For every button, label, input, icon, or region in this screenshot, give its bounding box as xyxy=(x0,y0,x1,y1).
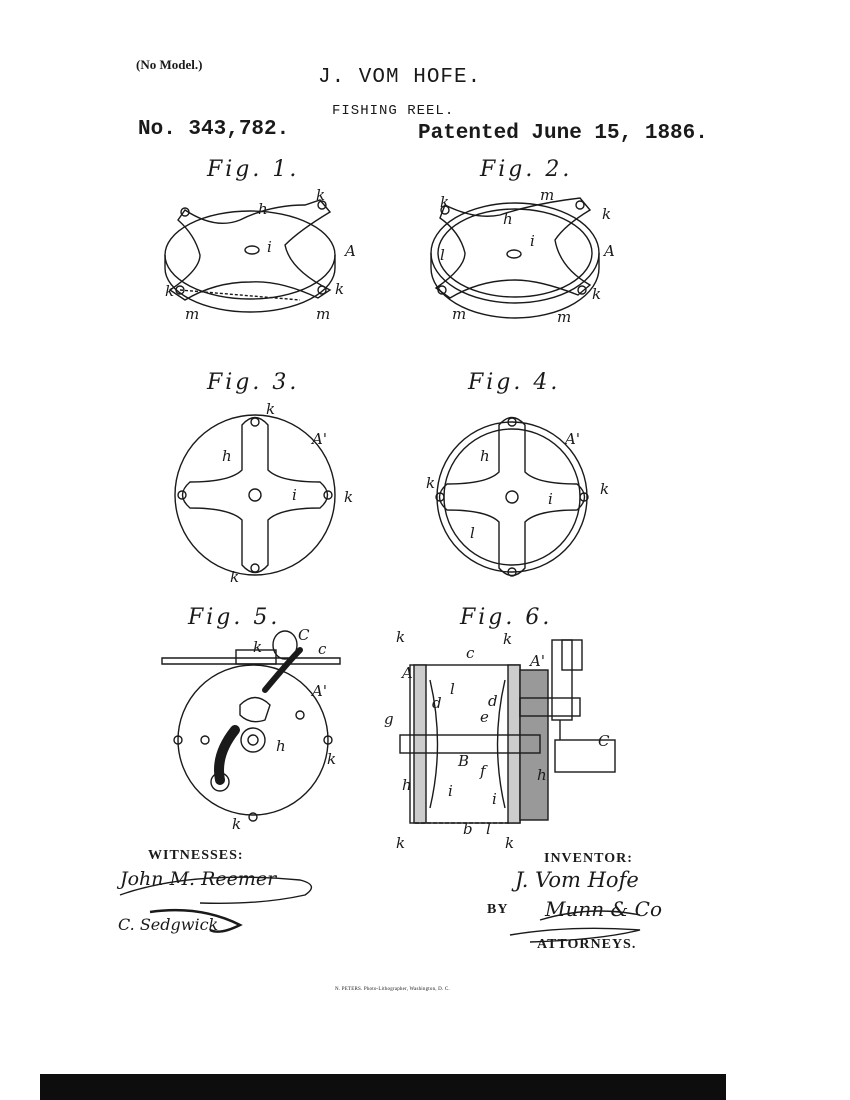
inventor-label: INVENTOR: xyxy=(544,851,633,866)
fig4-part-label: h xyxy=(480,447,490,465)
scan-edge-band xyxy=(40,1074,726,1100)
fig4-part-label: i xyxy=(548,490,553,508)
fig-3-label: Fig. 3. xyxy=(207,370,300,395)
fig2-part-label: m xyxy=(557,308,572,326)
fig1-part-label: A xyxy=(345,242,356,260)
fig-6-label: Fig. 6. xyxy=(460,605,553,630)
patent-title: FISHING REEL. xyxy=(332,103,455,119)
fig3-part-label: A' xyxy=(312,430,327,448)
fig-4-label: Fig. 4. xyxy=(468,370,561,395)
patent-date: Patented June 15, 1886. xyxy=(418,122,708,145)
witness-1-signature: John M. Reemer xyxy=(120,868,277,890)
fig6-part-label: B xyxy=(458,752,470,770)
patent-number: No. 343,782. xyxy=(138,118,290,141)
fig5-part-label: h xyxy=(276,737,286,755)
fig5-part-label: k xyxy=(253,638,263,656)
no-model-note: (No Model.) xyxy=(136,57,203,72)
figure-3-drawing xyxy=(175,415,335,575)
fig6-part-label: C xyxy=(598,732,610,750)
fig6-part-label: f xyxy=(480,762,486,780)
fig5-part-label: C xyxy=(298,626,310,644)
fig2-part-label: l xyxy=(440,246,445,264)
fig6-part-label: l xyxy=(450,680,455,698)
figure-1-drawing xyxy=(165,200,335,312)
fig2-part-label: A xyxy=(604,242,615,260)
fig6-part-label: d xyxy=(488,692,498,710)
fig6-part-label: d xyxy=(432,694,442,712)
fig2-part-label: h xyxy=(503,210,513,228)
fig1-part-label: k xyxy=(335,280,345,298)
fig6-part-label: k xyxy=(503,630,513,648)
printer-credit: N. PETERS. Photo-Lithographer, Washington, D. C. xyxy=(335,987,450,992)
witnesses-label: WITNESSES: xyxy=(148,848,244,863)
witness-2-signature: C. Sedgwick xyxy=(118,915,219,934)
fig1-part-label: k xyxy=(165,282,175,300)
fig3-part-label: k xyxy=(230,568,240,586)
fig3-part-label: k xyxy=(344,488,354,506)
fig6-part-label: h xyxy=(537,766,547,784)
fig6-part-label: i xyxy=(448,782,453,800)
fig2-part-label: i xyxy=(530,232,535,250)
fig-1-label: Fig. 1. xyxy=(207,157,300,182)
fig-5-label: Fig. 5. xyxy=(188,605,281,630)
fig3-part-label: k xyxy=(266,400,276,418)
fig6-part-label: A xyxy=(402,664,413,682)
fig5-part-label: k xyxy=(327,750,337,768)
fig2-part-label: k xyxy=(602,205,612,223)
attorneys-label: ATTORNEYS. xyxy=(537,937,637,952)
fig4-part-label: A' xyxy=(565,430,580,448)
fig3-part-label: h xyxy=(222,447,232,465)
figure-2-drawing xyxy=(431,198,602,318)
fig6-part-label: A' xyxy=(530,652,545,670)
inventor-signature: J. Vom Hofe xyxy=(515,868,639,892)
fig6-part-label: c xyxy=(466,644,475,662)
fig4-part-label: l xyxy=(470,524,475,542)
fig1-part-label: k xyxy=(316,186,326,204)
fig1-part-label: h xyxy=(258,200,268,218)
figure-6-drawing xyxy=(400,640,615,823)
fig6-part-label: e xyxy=(480,708,489,726)
attorney-signature: Munn & Co xyxy=(545,897,662,921)
fig6-part-label: k xyxy=(505,834,515,852)
figure-5-drawing xyxy=(162,631,340,821)
fig6-part-label: k xyxy=(396,834,406,852)
fig4-part-label: k xyxy=(600,480,610,498)
inventor-name: J. VOM HOFE. xyxy=(318,66,482,89)
fig5-part-label: c xyxy=(318,640,327,658)
fig2-part-label: k xyxy=(440,193,450,211)
fig6-part-label: g xyxy=(384,710,394,728)
fig6-part-label: k xyxy=(396,628,406,646)
fig6-part-label: l xyxy=(486,820,491,838)
fig5-part-label: A' xyxy=(312,682,327,700)
fig2-part-label: m xyxy=(452,305,467,323)
fig6-part-label: i xyxy=(492,790,497,808)
fig6-part-label: h xyxy=(402,776,412,794)
fig5-part-label: k xyxy=(232,815,242,833)
by-label: BY xyxy=(487,902,509,917)
fig4-part-label: k xyxy=(426,474,436,492)
fig2-part-label: k xyxy=(592,285,602,303)
fig1-part-label: m xyxy=(185,305,200,323)
fig-2-label: Fig. 2. xyxy=(480,157,573,182)
fig1-part-label: m xyxy=(316,305,331,323)
fig3-part-label: i xyxy=(292,486,297,504)
fig1-part-label: i xyxy=(267,238,272,256)
fig6-part-label: b xyxy=(463,820,473,838)
fig2-part-label: m xyxy=(540,186,555,204)
